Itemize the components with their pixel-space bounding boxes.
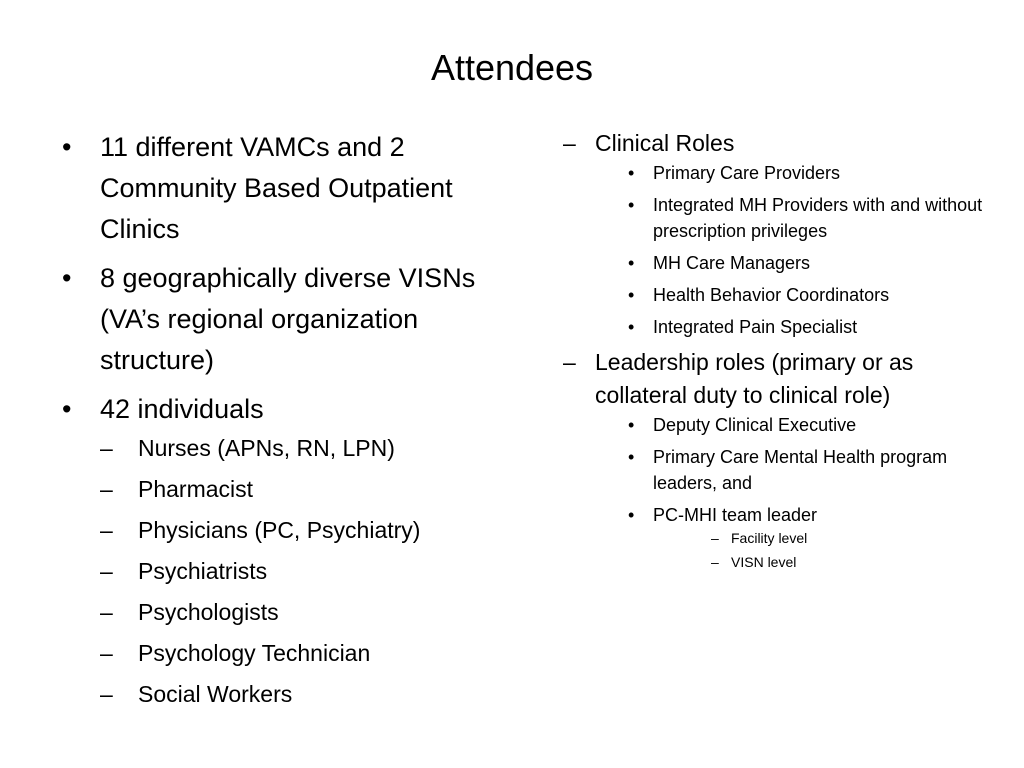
clinical-roles-sublist <box>615 160 1003 340</box>
list-item-text: Health Behavior Coordinators <box>653 285 890 305</box>
leadership-roles-sublist <box>615 412 1003 572</box>
list-item-text: Nurses (APNs, RN, LPN) <box>138 435 395 461</box>
bullet-marker: • <box>62 263 72 293</box>
list-item <box>615 250 1003 276</box>
dash-marker: – <box>100 599 113 625</box>
bullet-marker: • <box>628 505 635 525</box>
list-item <box>615 444 1003 496</box>
list-item <box>703 552 1003 572</box>
list-item <box>55 432 522 465</box>
list-item <box>703 528 1003 548</box>
list-item-text: Physicians (PC, Psychiatry) <box>138 517 421 543</box>
list-item-text: 42 individuals <box>100 394 264 424</box>
dash-marker: – <box>100 681 113 707</box>
bullet-marker: • <box>628 253 635 273</box>
list-item <box>615 282 1003 308</box>
list-item <box>615 160 1003 186</box>
list-item <box>55 473 522 506</box>
bullet-marker: • <box>628 415 635 435</box>
list-item-text: Facility level <box>731 530 808 546</box>
bullet-marker: • <box>628 317 635 337</box>
list-item-text: Integrated MH Providers with and without prescription privileges <box>653 195 983 241</box>
list-item-text: Social Workers <box>138 681 293 707</box>
list-item-text: VISN level <box>731 554 797 570</box>
list-item-text: PC-MHI team leader <box>653 505 818 525</box>
list-item-text: Leadership roles (primary or as collateral duty to clinical role) <box>595 349 914 408</box>
individuals-sublist <box>100 432 522 711</box>
bullet-marker: • <box>628 195 635 215</box>
list-item <box>62 389 522 711</box>
dash-marker: – <box>711 554 719 570</box>
list-item-text: Clinical Roles <box>595 130 735 156</box>
bullet-marker: • <box>62 132 72 162</box>
bullet-marker: • <box>628 447 635 467</box>
dash-marker: – <box>563 349 576 375</box>
right-bullet-list <box>563 127 1003 578</box>
list-item-text: 11 different VAMCs and 2 Community Based Outpatient Clinics <box>100 132 453 244</box>
dash-marker: – <box>563 130 576 156</box>
bullet-marker: • <box>62 394 72 424</box>
team-leader-levels-sublist <box>703 528 1003 572</box>
list-item <box>615 192 1003 244</box>
list-item-leadership-roles <box>563 346 1003 572</box>
list-item-text: Psychologists <box>138 599 279 625</box>
list-item <box>615 314 1003 340</box>
list-item <box>55 596 522 629</box>
list-item <box>62 127 522 250</box>
list-item <box>55 555 522 588</box>
list-item <box>62 258 522 381</box>
dash-marker: – <box>100 476 113 502</box>
list-item-text: Pharmacist <box>138 476 254 502</box>
bullet-marker: • <box>628 285 635 305</box>
list-item <box>615 412 1003 438</box>
list-item-text: Integrated Pain Specialist <box>653 317 858 337</box>
list-item-text: Deputy Clinical Executive <box>653 415 857 435</box>
list-item-text: Psychiatrists <box>138 558 268 584</box>
dash-marker: – <box>100 517 113 543</box>
list-item <box>55 514 522 547</box>
list-item-text: MH Care Managers <box>653 253 811 273</box>
dash-marker: – <box>100 640 113 666</box>
list-item <box>615 502 1003 572</box>
list-item <box>55 678 522 711</box>
left-bullet-list <box>62 127 522 719</box>
list-item-text: Primary Care Providers <box>653 163 841 183</box>
list-item-clinical-roles <box>563 127 1003 340</box>
slide-title: Attendees <box>430 47 594 88</box>
list-item-text: Primary Care Mental Health program leaders, and <box>653 447 948 493</box>
list-item-text: Psychology Technician <box>138 640 371 666</box>
dash-marker: – <box>100 558 113 584</box>
list-item-text: 8 geographically diverse VISNs (VA’s regional organization structure) <box>100 263 476 375</box>
list-item <box>55 637 522 670</box>
dash-marker: – <box>100 435 113 461</box>
bullet-marker: • <box>628 163 635 183</box>
dash-marker: – <box>711 530 719 546</box>
